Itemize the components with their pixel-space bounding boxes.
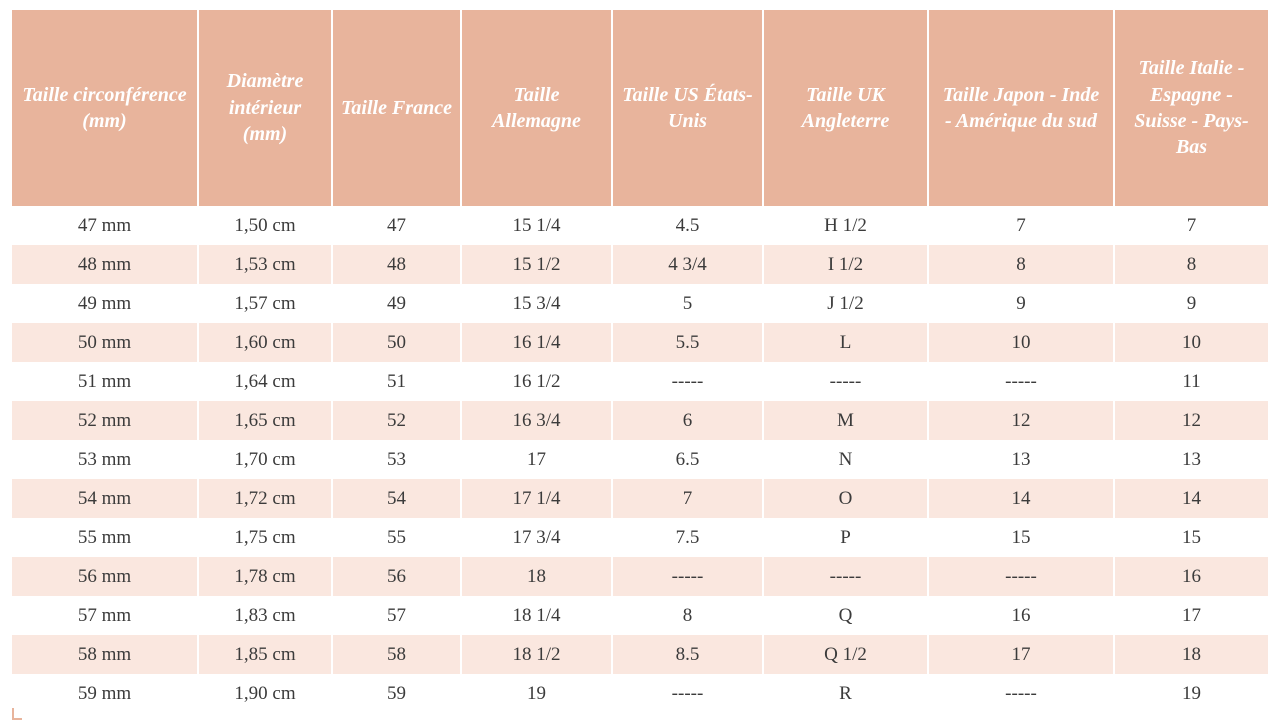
cell-germany: 17 [461,440,612,479]
cell-japan: ----- [928,674,1114,713]
cell-us: 7 [612,479,763,518]
cell-italy: 16 [1114,557,1268,596]
cell-france: 48 [332,245,461,284]
cell-italy: 9 [1114,284,1268,323]
cell-japan: 9 [928,284,1114,323]
cell-germany: 18 1/4 [461,596,612,635]
cell-us: 8 [612,596,763,635]
cell-germany: 16 1/4 [461,323,612,362]
cell-circumference: 49 mm [12,284,198,323]
cell-italy: 7 [1114,206,1268,245]
cell-japan: 10 [928,323,1114,362]
cell-germany: 18 [461,557,612,596]
table-row [12,362,1268,401]
table-row [12,674,1268,713]
cell-us: ----- [612,362,763,401]
cell-italy: 13 [1114,440,1268,479]
cell-inner-diameter: 1,85 cm [198,635,332,674]
table-row [12,557,1268,596]
cell-inner-diameter: 1,60 cm [198,323,332,362]
cell-japan: 16 [928,596,1114,635]
column-header-italy-spain-switzerland-netherlands: Taille Italie - Espagne - Suisse - Pays-Bas [1114,10,1268,206]
cell-uk: N [763,440,928,479]
cell-germany: 16 3/4 [461,401,612,440]
corner-bracket-mark [12,708,22,720]
cell-us: 8.5 [612,635,763,674]
table-header-row [12,10,1268,206]
cell-uk: ----- [763,362,928,401]
cell-us: ----- [612,674,763,713]
cell-germany: 17 3/4 [461,518,612,557]
cell-italy: 15 [1114,518,1268,557]
cell-circumference: 56 mm [12,557,198,596]
cell-germany: 15 1/2 [461,245,612,284]
table-row [12,245,1268,284]
cell-japan: ----- [928,362,1114,401]
column-header-france: Taille France [332,10,461,206]
cell-japan: 15 [928,518,1114,557]
cell-us: 4.5 [612,206,763,245]
cell-us: 6 [612,401,763,440]
cell-uk: L [763,323,928,362]
cell-france: 54 [332,479,461,518]
cell-italy: 17 [1114,596,1268,635]
cell-us: 7.5 [612,518,763,557]
cell-france: 55 [332,518,461,557]
column-header-germany: Taille Allemagne [461,10,612,206]
cell-japan: 17 [928,635,1114,674]
cell-us: 6.5 [612,440,763,479]
cell-us: 5 [612,284,763,323]
cell-italy: 10 [1114,323,1268,362]
cell-germany: 19 [461,674,612,713]
cell-japan: 12 [928,401,1114,440]
table-row [12,401,1268,440]
cell-inner-diameter: 1,83 cm [198,596,332,635]
cell-italy: 14 [1114,479,1268,518]
table-row [12,596,1268,635]
cell-uk: ----- [763,557,928,596]
cell-circumference: 48 mm [12,245,198,284]
cell-japan: 14 [928,479,1114,518]
cell-circumference: 52 mm [12,401,198,440]
cell-circumference: 55 mm [12,518,198,557]
cell-circumference: 53 mm [12,440,198,479]
cell-france: 52 [332,401,461,440]
table-row [12,440,1268,479]
table-row [12,284,1268,323]
cell-uk: J 1/2 [763,284,928,323]
cell-uk: P [763,518,928,557]
cell-uk: Q 1/2 [763,635,928,674]
ring-size-table [12,10,1268,713]
table-row [12,518,1268,557]
table-row [12,206,1268,245]
column-header-uk: Taille UK Angleterre [763,10,928,206]
cell-germany: 17 1/4 [461,479,612,518]
cell-japan: 13 [928,440,1114,479]
cell-inner-diameter: 1,65 cm [198,401,332,440]
cell-us: ----- [612,557,763,596]
cell-uk: I 1/2 [763,245,928,284]
cell-italy: 12 [1114,401,1268,440]
cell-uk: M [763,401,928,440]
cell-circumference: 57 mm [12,596,198,635]
cell-circumference: 54 mm [12,479,198,518]
cell-circumference: 58 mm [12,635,198,674]
cell-inner-diameter: 1,53 cm [198,245,332,284]
table-row [12,479,1268,518]
cell-germany: 15 1/4 [461,206,612,245]
cell-france: 58 [332,635,461,674]
cell-italy: 8 [1114,245,1268,284]
cell-france: 53 [332,440,461,479]
cell-inner-diameter: 1,57 cm [198,284,332,323]
column-header-japan-india-south-america: Taille Japon - Inde - Amérique du sud [928,10,1114,206]
column-header-inner-diameter: Diamètre intérieur (mm) [198,10,332,206]
cell-france: 56 [332,557,461,596]
cell-france: 51 [332,362,461,401]
column-header-circumference: Taille circonférence (mm) [12,10,198,206]
cell-circumference: 59 mm [12,674,198,713]
cell-inner-diameter: 1,90 cm [198,674,332,713]
cell-inner-diameter: 1,78 cm [198,557,332,596]
cell-france: 49 [332,284,461,323]
cell-circumference: 50 mm [12,323,198,362]
cell-uk: R [763,674,928,713]
cell-france: 47 [332,206,461,245]
cell-circumference: 51 mm [12,362,198,401]
cell-inner-diameter: 1,72 cm [198,479,332,518]
cell-japan: 7 [928,206,1114,245]
table-body [12,206,1268,713]
cell-inner-diameter: 1,70 cm [198,440,332,479]
cell-germany: 18 1/2 [461,635,612,674]
cell-uk: O [763,479,928,518]
cell-germany: 16 1/2 [461,362,612,401]
cell-uk: Q [763,596,928,635]
cell-circumference: 47 mm [12,206,198,245]
cell-us: 5.5 [612,323,763,362]
cell-italy: 11 [1114,362,1268,401]
cell-uk: H 1/2 [763,206,928,245]
cell-italy: 18 [1114,635,1268,674]
column-header-us: Taille US États-Unis [612,10,763,206]
cell-inner-diameter: 1,64 cm [198,362,332,401]
cell-italy: 19 [1114,674,1268,713]
cell-inner-diameter: 1,75 cm [198,518,332,557]
table-header [12,10,1268,206]
cell-japan: 8 [928,245,1114,284]
table-row [12,323,1268,362]
cell-germany: 15 3/4 [461,284,612,323]
cell-japan: ----- [928,557,1114,596]
cell-us: 4 3/4 [612,245,763,284]
cell-inner-diameter: 1,50 cm [198,206,332,245]
cell-france: 59 [332,674,461,713]
cell-france: 57 [332,596,461,635]
table-row [12,635,1268,674]
cell-france: 50 [332,323,461,362]
